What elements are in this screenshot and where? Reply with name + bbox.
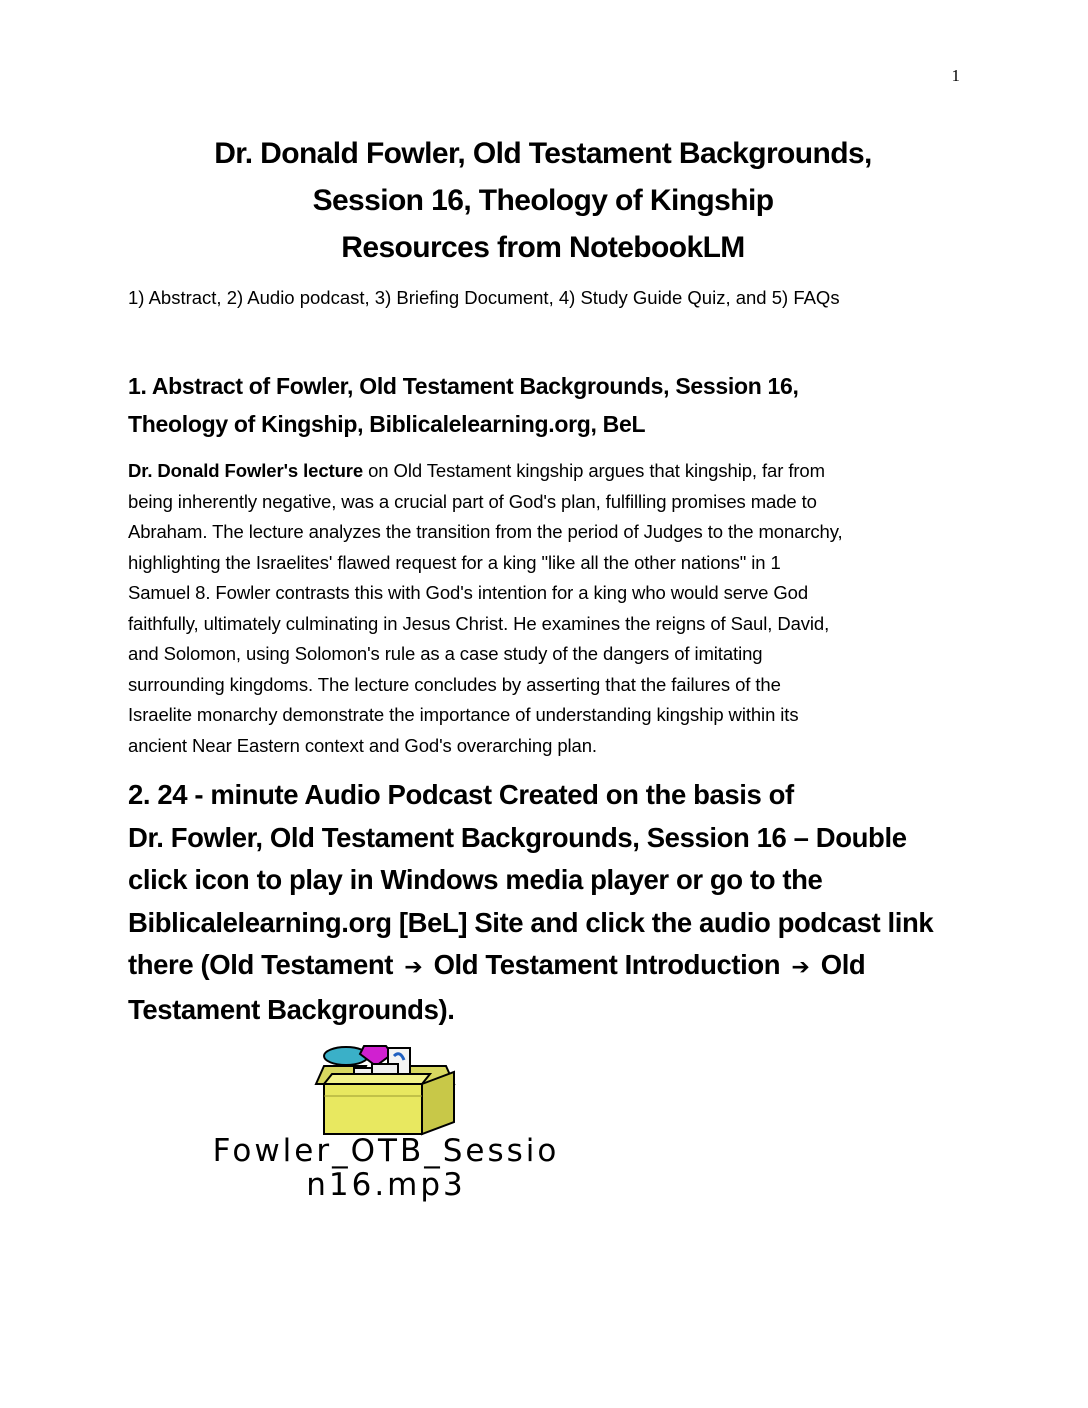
title-line-3: Resources from NotebookLM [341,231,745,264]
title-line-2: Session 16, Theology of Kingship [312,184,774,217]
abstract-heading-line-1: 1. Abstract of Fowler, Old Testament Backgrounds, Session 16, [128,373,799,399]
document-title [128,130,958,271]
package-icon [306,1044,462,1136]
abstract-line: highlighting the Israelites' flawed request for a king "like all the other nations" in 1 [128,551,781,573]
abstract-line: and Solomon, using Solomon's rule as a case study of the dangers of imitating [128,643,763,664]
title-line-1: Dr. Donald Fowler, Old Testament Backgrounds, [214,137,872,170]
abstract-lead: Dr. Donald Fowler's lecture [128,460,364,481]
abstract-body [128,456,968,761]
podcast-heading [128,774,968,1031]
abstract-heading [128,367,958,443]
page-number: 1 [951,66,960,85]
file-name-label[interactable]: Fowler_OTB_Sessio n16.mp3 [212,1133,560,1203]
abstract-line: faithfully, ultimately culminating in Jesus Christ. He examines the reigns of Saul, David, [128,612,830,634]
podcast-line-3: click icon to play in Windows media player or go to the [128,864,823,895]
podcast-line-6: Testament Backgrounds). [128,993,455,1025]
abstract-line: being inherently negative, was a crucial part of God's plan, fulfilling promises made to [128,490,817,512]
podcast-line-1: 2. 24 - minute Audio Podcast Created on the basis of [128,779,794,810]
arrow-icon: ➔ [791,954,810,979]
abstract-line: Samuel 8. Fowler contrasts this with God's intention for a king who would serve God [128,582,809,603]
abstract-line: surrounding kingdoms. The lecture concludes by asserting that the failures of the [128,673,781,695]
abstract-line: Israelite monarchy demonstrate the importance of understanding kingship within its [128,704,799,725]
abstract-line: ancient Near Eastern context and God's overarching plan. [128,734,597,756]
podcast-line-4: Biblicalelearning.org [BeL] Site and click the audio podcast link [128,906,934,938]
arrow-icon: ➔ [404,954,423,979]
podcast-line-2: Dr. Fowler, Old Testament Backgrounds, Session 16 – Double [128,821,907,853]
abstract-line: Abraham. The lecture analyzes the transition from the period of Judges to the monarchy, [128,521,843,542]
abstract-line: Dr. Donald Fowler's lecture on Old Testament kingship argues that kingship, far from [128,460,825,481]
abstract-heading-line-2: Theology of Kingship, Biblicalelearning.org, BeL [128,411,646,437]
podcast-file-attachment[interactable] [136,1040,636,1220]
resource-list: 1) Abstract, 2) Audio podcast, 3) Briefing Document, 4) Study Guide Quiz, and 5) FAQs [128,287,840,308]
podcast-line-5: there (Old Testament ➔ Old Testament Introduction ➔ Old [128,949,866,980]
